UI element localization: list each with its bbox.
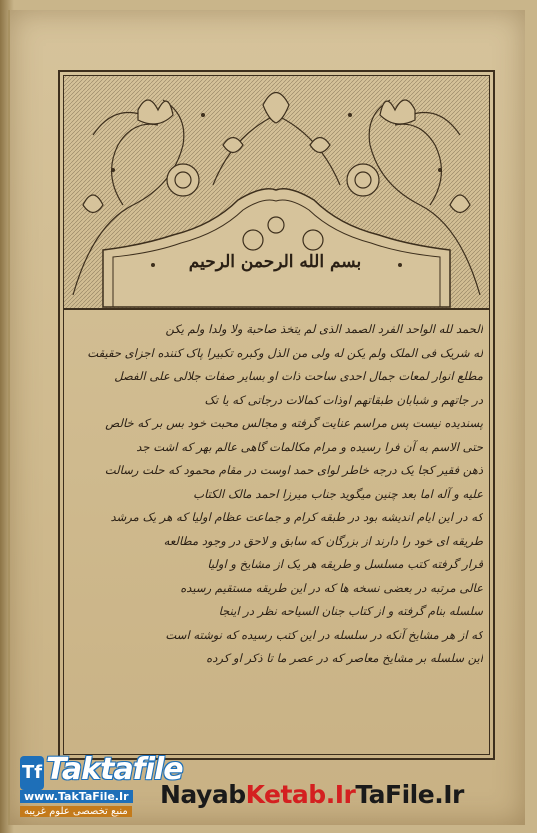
text-line: له شریک فی الملک ولم یکن له ولی من الذل وکبره تکبیرا پاک کننده اجزای حقیقت xyxy=(87,345,483,360)
text-line: الحمد لله الواحد الفرد الصمد الذی لم یتخذ صاحبة ولا ولدا ولم یکن xyxy=(165,322,483,336)
basmala-heading: بسم الله الرحمن الرحیم xyxy=(188,252,362,272)
watermark-part-ketab: Ketab.Ir xyxy=(245,780,356,809)
text-line: ذهن فقیر کجا یک درجه خاطر لوای حمد اوست در مقام محمود که حلت رسالت xyxy=(104,463,483,477)
watermark-part-tafile: TaFile.Ir xyxy=(355,780,464,809)
taktafile-logo-icon: Tf xyxy=(20,756,44,790)
text-line: مطلع انوار لمعات جمال احدی ساحت ذات او بسایر صفات جلالی علی الفصل xyxy=(114,369,483,383)
illuminated-header xyxy=(63,75,490,310)
text-line: که در این ایام اندیشه بود در طبقه کرام و جماعت عظام اولیا که هر یک مرشد xyxy=(110,510,483,524)
text-line: حتی الاسم به آن فرا رسیده و مرام مکالمات گاهی عالم بهر که اشت جد xyxy=(136,439,483,454)
text-line: عالی مرتبه در بعضی نسخه ها که در این طریقه مستقیم رسیده xyxy=(180,580,483,595)
text-line: پسندیده نیست پس مراسم عنایت گرفته و مجالس محبت خود بس بر که خالص xyxy=(105,416,483,430)
watermark-part-nayab: Nayab xyxy=(160,780,246,809)
text-line: طریقه ای خود را دارند از بزرگان که سابق و لاحق در وجود مطالعه xyxy=(163,533,483,548)
text-line: این سلسله بر مشایخ معاصر که در عصر ما تا ذکر او کرده xyxy=(206,651,483,665)
floral-ornament xyxy=(63,75,490,310)
nayabketab-watermark xyxy=(160,780,520,820)
taktafile-logo-text: Taktafile xyxy=(46,752,183,787)
text-line: در جاتهم و شبابان طبقاتهم اوذات کمالات درجاتی که یا تک xyxy=(204,392,483,407)
text-line: قرار گرفته کتب مسلسل و طریقه هر یک از مشایخ و اولیا xyxy=(207,557,483,571)
manuscript-text xyxy=(70,318,483,750)
taktafile-tagline: منبع تخصصی علوم غریبه xyxy=(20,806,132,817)
text-line: که از هر مشایخ آنکه در سلسله در این کتب رسیده که نوشته است xyxy=(165,627,483,642)
text-line: علیه و آله اما بعد چنین میگوید جناب میرزا احمد مالک الکتاب xyxy=(193,486,483,501)
text-line: سلسله بنام گرفته و از کتاب جنان السیاحه نظر در اینجا xyxy=(218,604,483,618)
taktafile-url: www.TakTaFile.Ir xyxy=(20,790,133,803)
